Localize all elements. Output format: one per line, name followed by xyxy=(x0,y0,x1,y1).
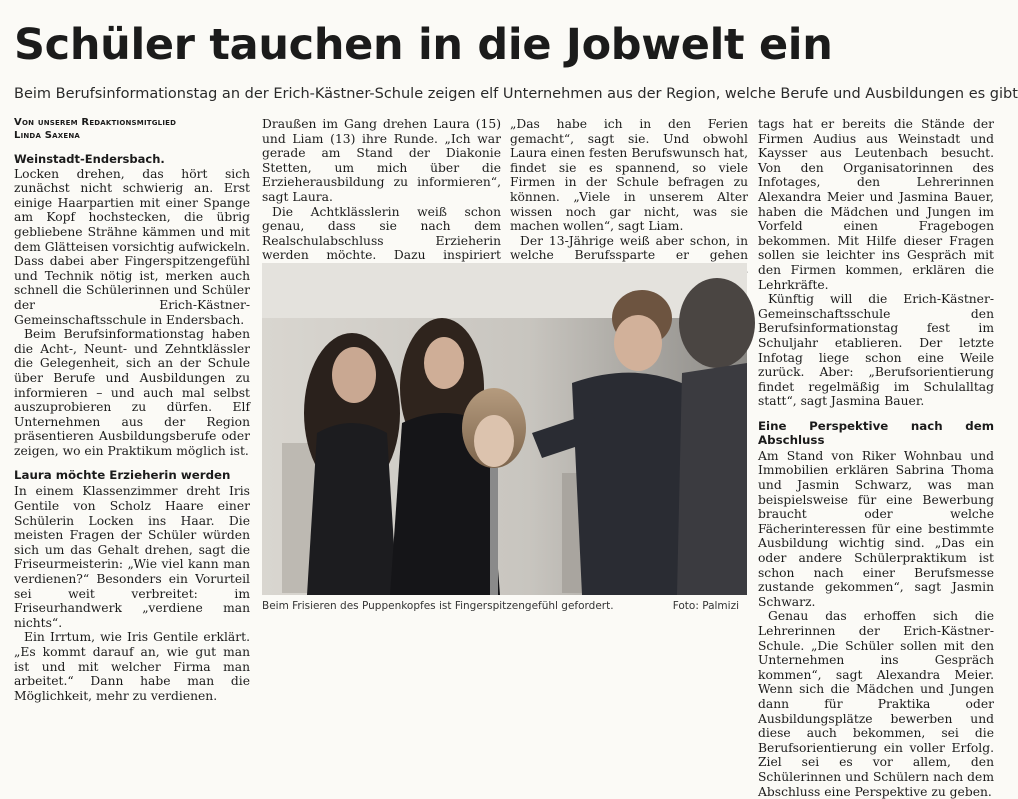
column-4 xyxy=(758,117,994,799)
paragraph: In einem Klassenzimmer dreht Iris Gentile von Scholz Haare einer Schülerin Locken ins Haar. Die meisten Fragen der Schüler würden sich um das Gehalt drehen, sagt die Friseurmeisterin: „Wie viel kann man verdienen?“ Besonders ein Vorurteil sei weit verbreitet: im Friseurhandwerk „verdiene man nichts“. xyxy=(14,484,250,630)
headline: Schüler tauchen in die Jobwelt ein xyxy=(14,20,833,70)
paragraph: Beim Berufsinformationstag haben die Acht-, Neunt- und Zehntklässler die Gelegenheit, sich an der Schule über Berufe und Ausbildungen zu informieren – und auch mal selbst auszuprobieren zu dürfen. Elf Unternehmen aus der Region präsentieren Ausbildungsberufe oder zeigen, wo ein Praktikum möglich ist. xyxy=(14,327,250,458)
paragraph: Am Stand von Riker Wohnbau und Immobilien erklären Sabrina Thoma und Jasmin Schwarz, was man beispielsweise für eine Bewerbung braucht oder welche Fächerinteressen für eine bestimmte Ausbildung wichtig sind. „Das ein oder andere Schülerpraktikum ist schon nach einer Berufsmesse zustande gekommen“, sagt Jasmin Schwarz. xyxy=(758,448,994,609)
dateline: Weinstadt-Endersbach. xyxy=(14,152,165,166)
subhead-laura: Laura möchte Erzieherin werden xyxy=(14,468,231,483)
column-1 xyxy=(14,117,250,703)
photo-caption xyxy=(262,600,747,612)
photo-illustration xyxy=(262,263,747,595)
byline xyxy=(14,117,250,142)
subheadline: Beim Berufsinformationstag an der Erich-Kästner-Schule zeigen elf Unternehmen aus der Region, welche Berufe und Ausbildungen es gibt xyxy=(14,86,1018,102)
paragraph: Genau das erhoffen sich die Lehrerinnen der Erich-Kästner-Schule. „Die Schüler sollen mit den Unternehmen ins Gespräch kommen“, sagt Alexandra Meier. Wenn sich die Mädchen und Jungen dann für Praktika oder Ausbildungsplätze bewerben und diese auch bekommen, sei die Berufsorientierung ein voller Erfolg. Ziel sei es vor allem, den Schülerinnen und Schülern nach dem Abschluss eine Perspektive zu geben. xyxy=(758,609,994,799)
article-photo xyxy=(262,263,747,595)
dateline-paragraph xyxy=(14,152,250,167)
caption-text: Beim Frisieren des Puppenkopfes ist Fingerspitzengefühl gefordert. xyxy=(262,600,614,612)
paragraph: Ein Irrtum, wie Iris Gentile erklärt. „Es kommt darauf an, wie gut man ist und mit welcher Firma man arbeitet.“ Dann habe man die Möglichkeit, mehr zu verdienen. xyxy=(14,630,250,703)
paragraph: Die Achtklässlerin weiß schon genau, dass sie nach dem Realschulabschluss Erzieherin werden möchte. Dazu inspiriert xyxy=(262,204,501,263)
byline-author: Linda Saxena xyxy=(14,129,81,141)
photo-credit: Foto: Palmizi xyxy=(672,600,739,612)
paragraph: „Das habe ich in den Ferien gemacht“, sagt sie. Und obwohl Laura einen festen Berufswunsch hat, findet sie es spannend, so viele Firmen in der Schule befragen zu können. „Viele in unserem Alter wissen noch gar nicht, was sie machen wollen“, sagt Liam. xyxy=(510,117,748,234)
subhead-perspective: Eine Perspektive nach dem Abschluss xyxy=(758,418,994,447)
paragraph: tags hat er bereits die Stände der Firmen Audius aus Weinstadt und Kaysser aus Leutenbach besucht. Von den Organisatorinnen des Infotages, den Lehrerinnen Alexandra Meier und Jasmina Bauer, haben die Mädchen und Jungen im Vorfeld einen Fragebogen bekommen. Mit Hilfe dieser Fragen sollen sie leichter ins Gespräch mit den Firmen kommen, erklären die Lehrkräfte. xyxy=(758,117,994,292)
paragraph: Künftig will die Erich-Kästner-Gemeinschaftsschule den Berufsinformationstag fest im Schuljahr etablieren. Der letzte Infotag liege schon eine Weile zurück. Aber: „Berufsorientierung findet regelmäßig im Schulalltag statt“, sagt Jasmina Bauer. xyxy=(758,292,994,409)
byline-role: Von unserem Redaktionsmitglied xyxy=(14,117,177,128)
paragraph: Locken drehen, das hört sich zunächst nicht schwierig an. Erst einige Haarpartien mit einer Spange am Kopf hochstecken, die übrig gebliebene Strähne kämmen und mit dem Glätteisen vorsichtig aufwickeln. Dass dabei aber Fingerspitzengefühl und Technik nötig ist, merken auch schnell die Schülerinnen und Schüler der Erich-Kästner-Gemeinschaftsschule in Endersbach. xyxy=(14,166,250,327)
paragraph: Draußen im Gang drehen Laura (15) und Liam (13) ihre Runde. „Ich war gerade am Stand der Diakonie Stetten, um mich über die Erzieherausbildung zu informieren“, sagt Laura. xyxy=(262,117,501,204)
paragraph: Der 13-Jährige weiß aber schon, in welche Berufssparte er gehen xyxy=(510,233,748,263)
